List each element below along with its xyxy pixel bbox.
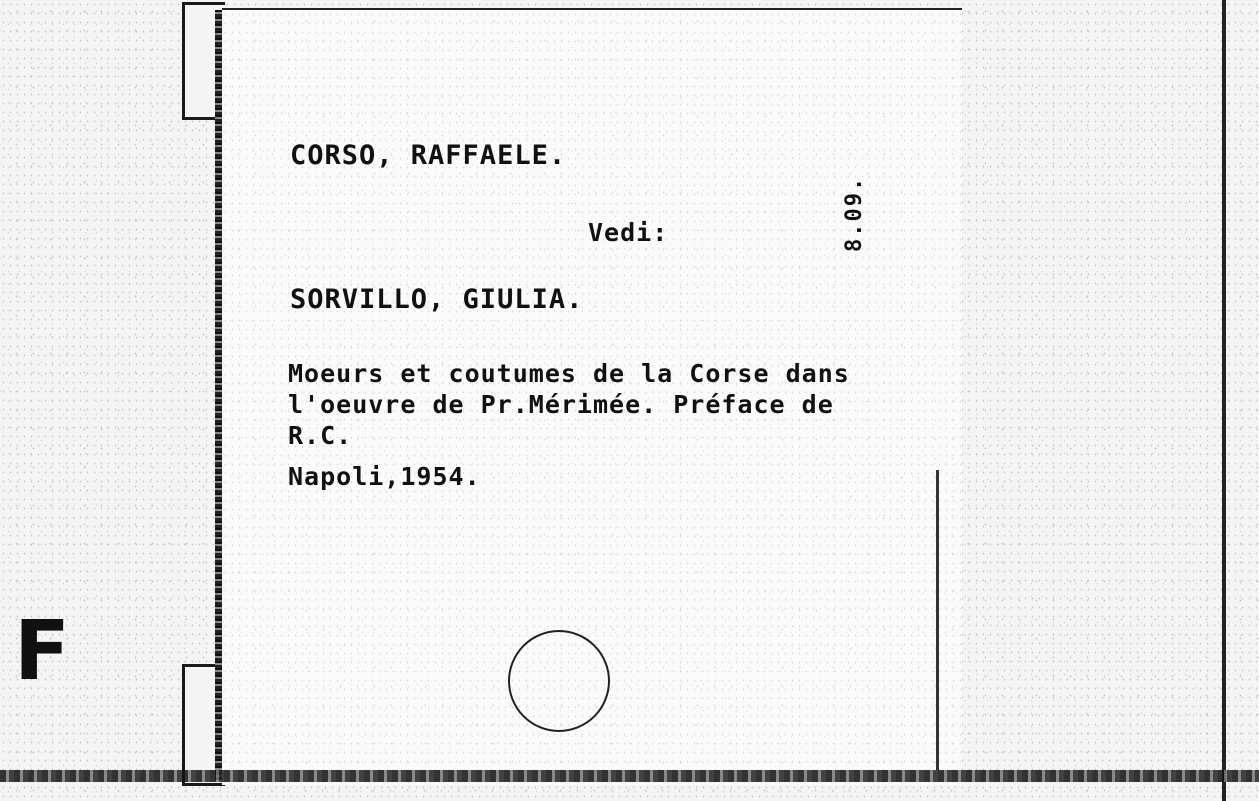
- punch-hole: [508, 630, 610, 732]
- work-title: Moeurs et coutumes de la Corse dans l'oeuvre de Pr.Mérimée. Préface de R.C.: [288, 359, 850, 450]
- card-heading: CORSO, RAFFAELE.: [290, 140, 567, 171]
- imprint: Napoli,1954.: [288, 462, 481, 491]
- call-number: 8.09.: [842, 175, 867, 252]
- right-edge-line: [1222, 0, 1226, 801]
- see-reference-label: Vedi:: [588, 218, 669, 247]
- card-right-rule: [936, 470, 939, 770]
- drawer-letter: F: [14, 604, 71, 699]
- see-reference-entry: SORVILLO, GIULIA.: [290, 284, 584, 315]
- bottom-edge-bar: [0, 770, 1259, 782]
